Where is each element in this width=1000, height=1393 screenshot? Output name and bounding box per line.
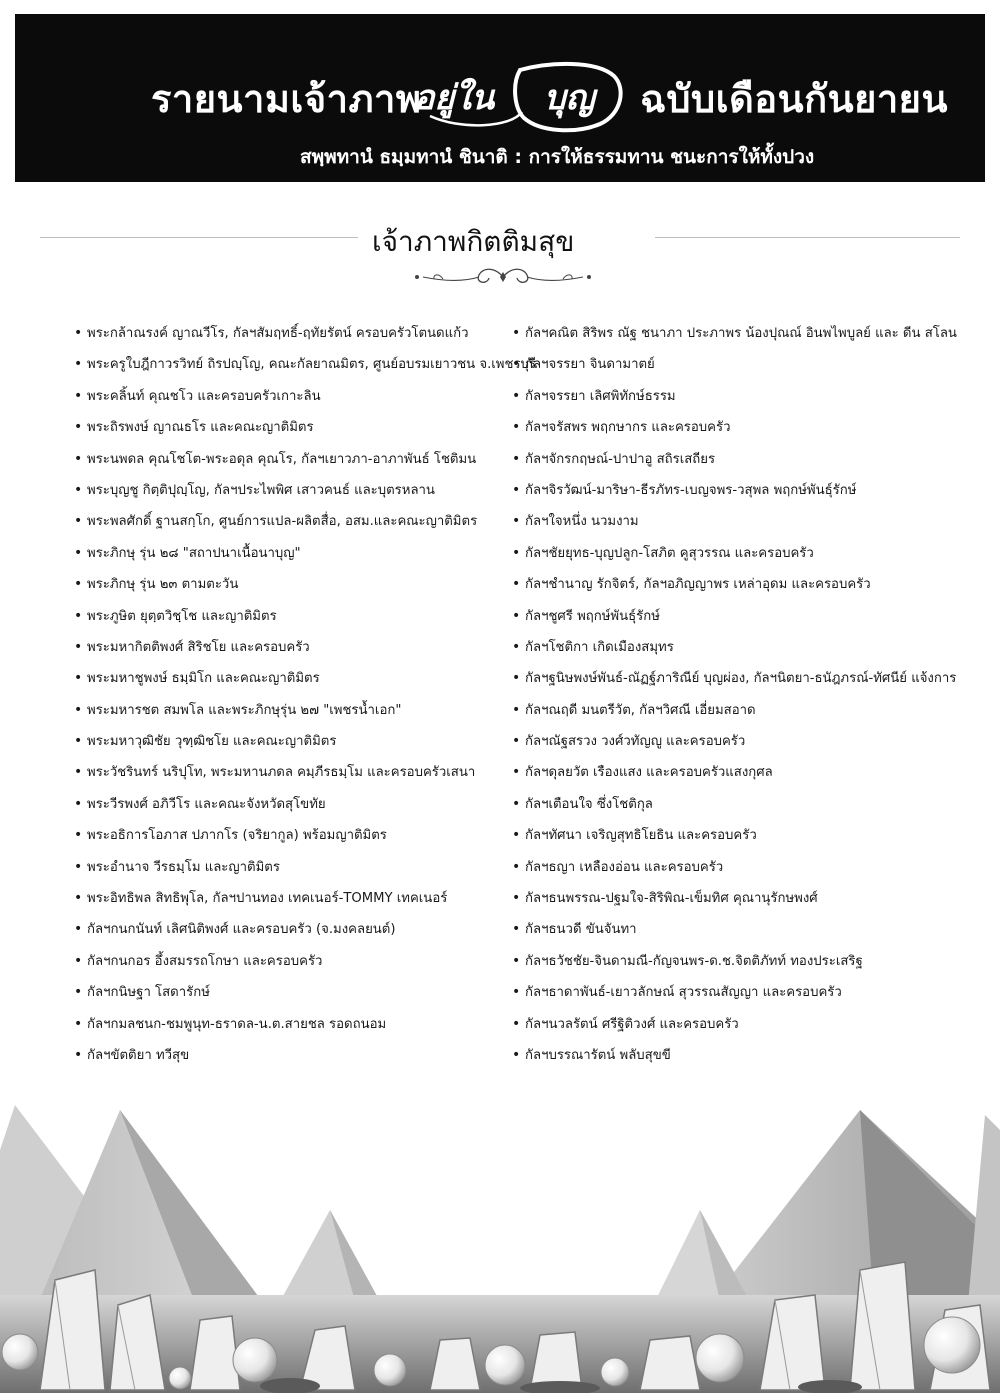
donor-item: • กัลฯบรรณารัตน์ พลับสุขขี [512, 1040, 952, 1071]
donor-item: • กัลฯจรัสพร พฤกษากร และครอบครัว [512, 412, 952, 443]
header-title-left: รายนามเจ้าภาพ [151, 77, 422, 121]
donor-item: • กัลฯคณิต สิริพร ณัฐ ชนาภา ประภาพร น้องปุณณ์ อินพไพบูลย์ และ ดีน สโลน [512, 318, 952, 349]
donor-item: • กัลฯฐนิษพงษ์พันธ์-ณัฏฐ์ภาริณีย์ บุญผ่อง, กัลฯนิตยา-ธนัฎภรณ์-ทัศนีย์ แจ้งการ [512, 663, 952, 694]
donor-item: • กัลฯใจหนึ่ง นวมงาม [512, 506, 952, 537]
header-tagline: สพฺพทานํ ธมฺมทานํ ชินาติ : การให้ธรรมทาน ชนะการให้ทั้งปวง [300, 146, 815, 168]
donor-item: • กัลฯกนิษฐา โสดารักษ์ [74, 977, 504, 1008]
donor-item: • กัลฯชำนาญ รักจิตร์, กัลฯอภิญญาพร เหล่าอุดม และครอบครัว [512, 569, 952, 600]
logo-text-part2: บุญ [544, 78, 595, 118]
donor-item: • กัลฯธนพรรณ-ปฐมใจ-สิริพิณ-เข็มทิศ คุณานุรักษพงศ์ [512, 883, 952, 914]
crystal-pyramid-illustration [0, 1090, 1000, 1393]
section-title: เจ้าภาพกิตติมสุข [372, 225, 575, 258]
donor-item: • พระภิกษุ รุ่น ๒๓ ตามตะวัน [74, 569, 504, 600]
donor-item: • กัลฯโชติกา เกิดเมืองสมุทร [512, 632, 952, 663]
donor-item: • กัลฯธนวดี ขันจันทา [512, 914, 952, 945]
header-title-right: ฉบับเดือนกันยายน [640, 77, 948, 121]
flourish-ornament-icon [403, 264, 603, 290]
donor-item: • กัลฯธวัชชัย-จินดามณี-กัญจนพร-ด.ช.จิตติภัทท์ ทองประเสริฐ [512, 946, 952, 977]
donor-item: • กัลฯจรรยา เลิศพิทักษ์ธรรม [512, 381, 952, 412]
donor-item: • พระถิรพงษ์ ญาณธโร และคณะญาติมิตร [74, 412, 504, 443]
donor-item: • กัลฯชูศรี พฤกษ์พันธุ์รักษ์ [512, 601, 952, 632]
donor-item: • กัลฯณฤดี มนตรีวัต, กัลฯวิศณี เอี่ยมสอาด [512, 695, 952, 726]
donor-item: • พระมหากิตติพงศ์ สิริชโย และครอบครัว [74, 632, 504, 663]
donor-item: • พระกล้าณรงค์ ญาณวีโร, กัลฯสัมฤทธิ์-ฤทัยรัตน์ ครอบครัวโตนดแก้ว [74, 318, 504, 349]
donor-item: • พระมหาชูพงษ์ ธมฺมิโก และคณะญาติมิตร [74, 663, 504, 694]
donor-item: • พระมหาวุฒิชัย วุฑฺฒิชโย และคณะญาติมิตร [74, 726, 504, 757]
donor-list-left [74, 318, 536, 1071]
donor-list-right [512, 318, 957, 1071]
donor-item: • กัลฯจิรวัฒน์-มาริษา-ธีรภัทร-เบญจพร-วสุพล พฤกษ์พันธุ์รักษ์ [512, 475, 952, 506]
donor-item: • กัลฯขัตติยา ทวีสุข [74, 1040, 504, 1071]
donor-item: • กัลฯธญา เหลืองอ่อน และครอบครัว [512, 852, 952, 883]
donor-item: • กัลฯดุลยวัต เรืองแสง และครอบครัวแสงกุศล [512, 757, 952, 788]
donor-item: • พระนพดล คุณโชโต-พระอดุล คุณโร, กัลฯเยาวภา-อาภาพันธ์ โชติมน [74, 444, 504, 475]
donor-item: • พระมหารชต สมพโล และพระภิกษุรุ่น ๒๗ "เพชรน้ำเอก" [74, 695, 504, 726]
donor-item: • กัลฯเตือนใจ ซึ่งโชติกุล [512, 789, 952, 820]
donor-item: • พระวีรพงศ์ อภิวีโร และคณะจังหวัดสุโขทัย [74, 789, 504, 820]
donor-item: • พระครูใบฎีกาวรวิทย์ ถิรปญฺโญ, คณะกัลยาณมิตร, ศูนย์อบรมเยาวชน จ.เพชรบุรี [74, 349, 504, 380]
donor-item: • กัลฯกนกอร อึ้งสมรรถโกษา และครอบครัว [74, 946, 504, 977]
donor-item: • กัลฯนวลรัตน์ ศรีฐิติวงศ์ และครอบครัว [512, 1009, 952, 1040]
donor-item: • กัลฯกนกนันท์ เลิศนิติพงศ์ และครอบครัว (จ.มงคลยนต์) [74, 914, 504, 945]
magazine-logo [400, 50, 630, 140]
donor-item: • พระวัชรินทร์ นริปุโท, พระมหานภดล คมฺภีรธมฺโม และครอบครัวเสนา [74, 757, 504, 788]
section-heading [40, 220, 960, 300]
donor-item: • พระภิกษุ รุ่น ๒๘ "สถาปนาเนื้อนาบุญ" [74, 538, 504, 569]
donor-item: • พระคลิ้นท์ คุณชโว และครอบครัวเกาะลิน [74, 381, 504, 412]
logo-text-part1: อยู่ใน [414, 78, 495, 118]
donor-item: • กัลฯจักรกฤษณ์-ปาปาอู สถิรเสถียร [512, 444, 952, 475]
heading-divider-right [655, 237, 960, 238]
donor-item: • พระพลศักดิ์ ฐานสกฺโก, ศูนย์การแปล-ผลิตสื่อ, อสม.และคณะญาติมิตร [74, 506, 504, 537]
donor-item: • กัลฯชัยยุทธ-บุญปลูก-โสภิต คูสุวรรณ และครอบครัว [512, 538, 952, 569]
donor-item: • พระอำนาจ วีรธมฺโม และญาติมิตร [74, 852, 504, 883]
donor-item: • กัลฯณัฐสรวง วงศ์วทัญญู และครอบครัว [512, 726, 952, 757]
donor-item: • พระภูษิต ยุตฺตวิชฺโช และญาติมิตร [74, 601, 504, 632]
heading-divider-left [40, 237, 358, 238]
donor-item: • พระบุญชู กิตฺติปุญฺโญ, กัลฯประไพพิศ เสาวคนธ์ และบุตรหลาน [74, 475, 504, 506]
donor-item: • พระอธิการโอภาส ปภากโร (จริยากูล) พร้อมญาติมิตร [74, 820, 504, 851]
donor-item: • กัลฯธาดาพันธ์-เยาวลักษณ์ สุวรรณสัญญา และครอบครัว [512, 977, 952, 1008]
donor-item: • กัลฯกมลชนก-ชมพูนุท-ธราดล-น.ต.สายชล รอดถนอม [74, 1009, 504, 1040]
header-banner [15, 14, 985, 182]
donor-item: • พระอิทธิพล สิทธิพุโล, กัลฯปานทอง เทคเนอร์-TOMMY เทคเนอร์ [74, 883, 504, 914]
donor-item: • กัลฯทัศนา เจริญสุทธิโยธิน และครอบครัว [512, 820, 952, 851]
donor-item: • กัลฯจรรยา จินดามาตย์ [512, 349, 952, 380]
